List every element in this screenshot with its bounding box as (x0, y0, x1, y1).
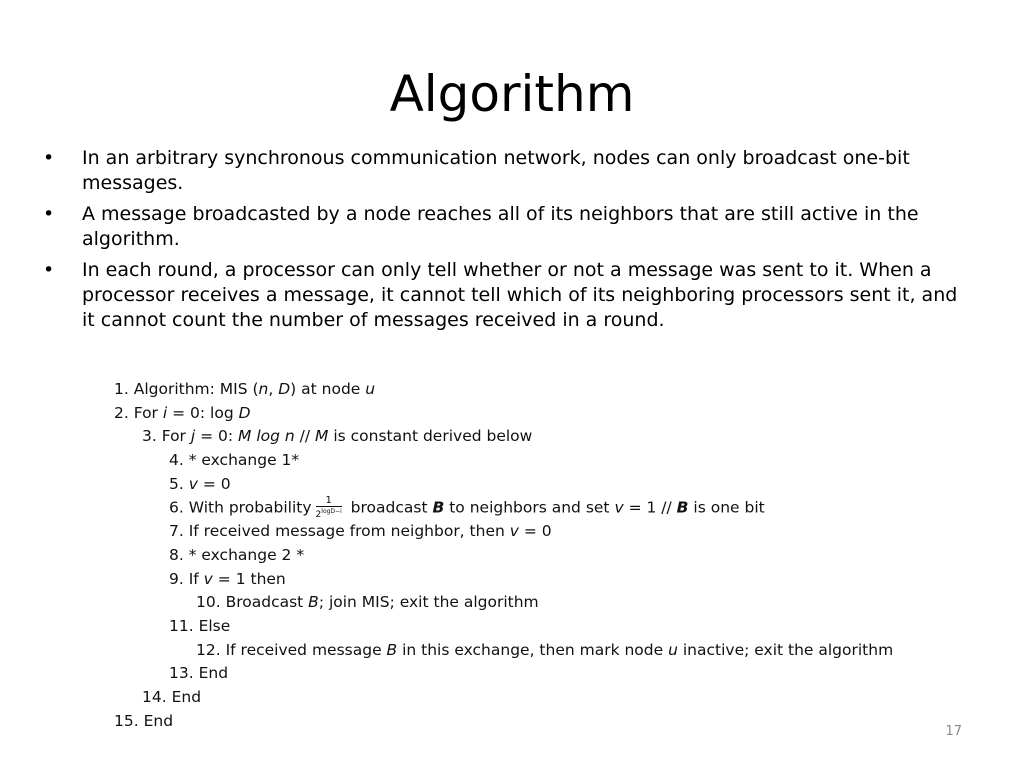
bullet-icon: • (43, 203, 55, 225)
bullet-icon: • (43, 259, 55, 281)
algo-line-12: 12. If received message B in this exchange, then mark node u inactive; exit the algorithm (196, 640, 894, 659)
algo-line-10: 10. Broadcast B; join MIS; exit the algorithm (196, 593, 539, 612)
algo-line-3: 3. For j = 0: M log n // M is constant derived below (142, 427, 533, 446)
algo-line-6: 6. With probability $\frac{1}{2^{logD-i}}$ broadcast B to neighbors and set v = 1 // B is one bit (169, 495, 765, 521)
slide-title: Algorithm (389, 65, 635, 123)
algo-line-15: 15. End (114, 711, 174, 730)
bullet-item (40, 258, 970, 333)
algo-line-11: 11. Else (169, 616, 231, 635)
algo-line-2: 2. For i = 0: log D (114, 403, 251, 422)
algo-line-9: 9. If v = 1 then (169, 569, 286, 588)
algorithm-pseudocode (114, 378, 894, 733)
bullet-text: In each round, a processor can only tell whether or not a message was sent to it. When a processor receives a message, it cannot tell which of its neighboring processors sent it, and it cannot count the number of messages received in a round. (82, 259, 958, 331)
bullet-icon: • (43, 147, 55, 169)
algo-line-4: 4. * exchange 1* (169, 451, 300, 470)
algo-line-13: 13. End (169, 664, 229, 683)
algo-line-14: 14. End (142, 687, 202, 706)
bullet-list (40, 146, 970, 339)
bullet-item (40, 202, 970, 252)
algo-line-7: 7. If received message from neighbor, then v = 0 (169, 522, 552, 541)
bullet-text: In an arbitrary synchronous communication network, nodes can only broadcast one-bit messages. (82, 147, 910, 194)
algo-line-8: 8. * exchange 2 * (169, 545, 305, 564)
algo-line-1: 1. Algorithm: MIS (n, D) at node u (114, 380, 376, 398)
probability-fraction: $\frac{1}{2^{logD-i}}$ (315, 495, 342, 521)
bullet-item (40, 146, 970, 196)
algo-line-5: 5. v = 0 (169, 474, 231, 493)
page-number: 17 (945, 724, 962, 739)
bullet-text: A message broadcasted by a node reaches all of its neighbors that are still active in the algorithm. (82, 203, 919, 250)
